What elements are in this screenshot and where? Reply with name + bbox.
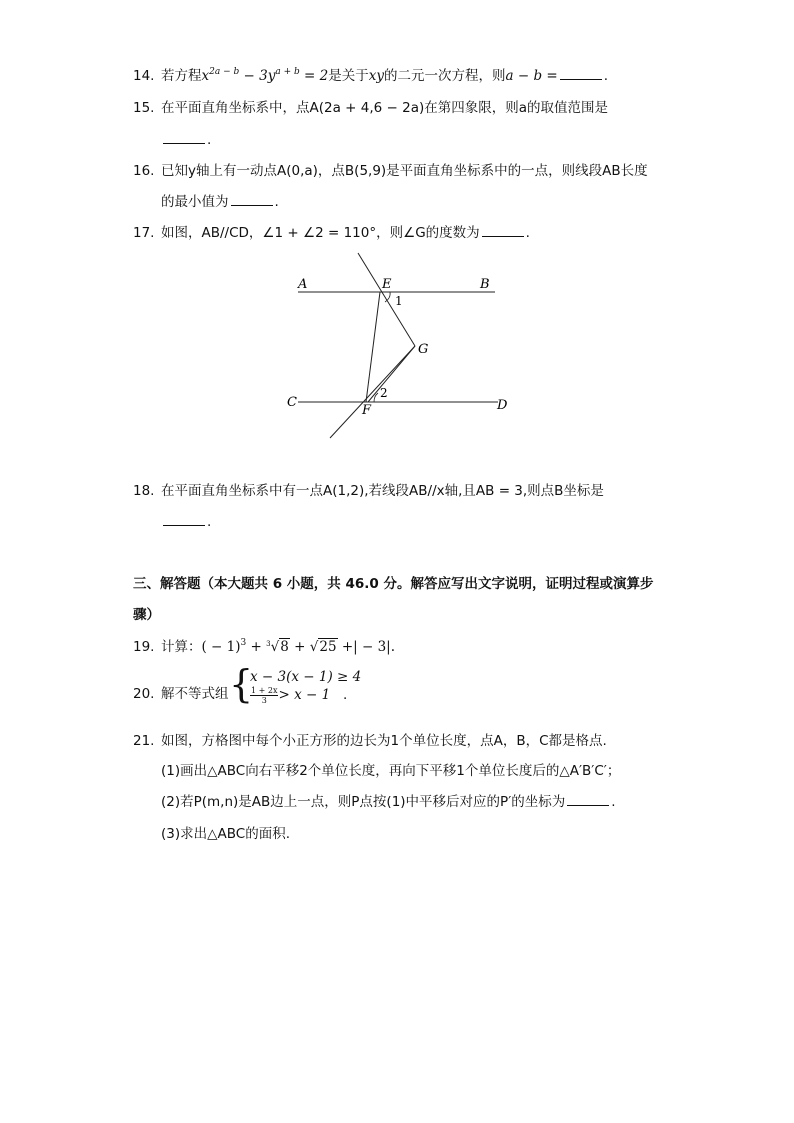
q21-part-2: (2)若P(m,n)是AB边上一点，则P点按(1)中平移后对应的P′的坐标为 bbox=[161, 794, 566, 810]
q16-end: . bbox=[274, 194, 279, 210]
square-root-value: 25 bbox=[319, 639, 337, 655]
answer-blank bbox=[482, 224, 524, 237]
answer-blank bbox=[163, 513, 205, 526]
segment-eg bbox=[358, 253, 415, 346]
q19-prefix: 计算： bbox=[161, 639, 202, 655]
q21-text: 如图，方格图中每个小正方形的边长为1个单位长度，点A，B，C都是格点. bbox=[161, 733, 607, 749]
q14-mid: 的二元一次方程，则 bbox=[384, 68, 506, 84]
question-number: 15. bbox=[133, 100, 155, 116]
q18-text: 在平面直角坐标系中有一点A(1,2),若线段AB//x轴,且AB = 3,则点B坐标是 bbox=[161, 483, 604, 499]
q14-prefix: 若方程 bbox=[161, 68, 202, 84]
label-c: C bbox=[287, 395, 297, 410]
question-number: 20. bbox=[133, 686, 155, 702]
label-angle-1: 1 bbox=[395, 294, 403, 308]
label-angle-2: 2 bbox=[380, 386, 388, 400]
cube-root-value: 8 bbox=[280, 639, 289, 655]
answer-blank bbox=[567, 793, 609, 806]
inequality-2-tail: > x − 1 bbox=[278, 687, 331, 703]
answer-blank bbox=[231, 193, 273, 206]
q15-end: . bbox=[207, 132, 212, 148]
inequality-2 bbox=[250, 686, 330, 705]
inequality-1: x − 3(x − 1) ≥ 4 bbox=[250, 669, 362, 685]
q20-end: . bbox=[343, 687, 348, 703]
q21-part-3: (3)求出△ABC的面积. bbox=[161, 826, 290, 842]
question-number: 18. bbox=[133, 483, 155, 499]
label-d: D bbox=[497, 398, 508, 413]
answer-blank bbox=[163, 131, 205, 144]
q15-text: 在平面直角坐标系中，点A(2a + 4,6 − 2a)在第四象限，则a的取值范围是 bbox=[161, 100, 609, 116]
q19-tail: +| − 3|. bbox=[337, 639, 396, 655]
answer-blank bbox=[560, 67, 602, 80]
q16-text-2: 的最小值为 bbox=[161, 194, 229, 210]
q17-end: . bbox=[525, 225, 530, 241]
q14-end: . bbox=[603, 68, 608, 84]
q17-text: 如图，AB//CD，∠1 + ∠2 = 110°，则∠G的度数为 bbox=[161, 225, 480, 241]
q18-end: . bbox=[207, 514, 212, 530]
q19-exponent: 3 bbox=[240, 638, 247, 648]
fraction bbox=[250, 686, 278, 705]
q14-equation: $x^{2a - b} - 3y^{a + b} = 2$ bbox=[201, 67, 329, 84]
label-f: F bbox=[362, 403, 372, 418]
label-g: G bbox=[418, 342, 429, 357]
q20-prefix: 解不等式组 bbox=[161, 686, 229, 702]
q14-ask: a − b = bbox=[505, 68, 558, 84]
label-e: E bbox=[382, 277, 392, 292]
q19-expr: ( − 1)$^3$ + $^3$√8 + √25 +| − 3|. bbox=[201, 638, 396, 655]
q14-suffix: 是关于 bbox=[328, 68, 369, 84]
fraction-numerator: 1 + 2x bbox=[251, 686, 278, 695]
system-brace: { bbox=[229, 662, 254, 706]
label-a: A bbox=[298, 277, 308, 292]
question-number: 21. bbox=[133, 733, 155, 749]
section-heading-text-2: 骤） bbox=[133, 607, 160, 623]
section-heading-text: 三、解答题（本大题共 6 小题，共 46.0 分。解答应写出文字说明，证明过程或演算步 bbox=[133, 576, 654, 592]
question-number: 14. bbox=[133, 68, 155, 84]
line-gf-extended bbox=[330, 346, 415, 438]
question-number: 16. bbox=[133, 163, 155, 179]
parallel-lines-figure bbox=[287, 250, 520, 445]
question-number: 17. bbox=[133, 225, 155, 241]
question-number: 19. bbox=[133, 639, 155, 655]
q14-xy: xy bbox=[368, 68, 384, 84]
cube-root bbox=[279, 638, 290, 656]
cube-root-index: 3 bbox=[266, 640, 271, 648]
fraction-denominator: 3 bbox=[261, 696, 267, 705]
square-root bbox=[318, 638, 337, 656]
q16-text: 已知y轴上有一动点A(0,a)，点B(5,9)是平面直角坐标系中的一点，则线段AB长度 bbox=[161, 163, 648, 179]
segment-gf bbox=[368, 346, 415, 402]
q19-term-1: ( − 1) bbox=[201, 639, 241, 655]
q21-part-2-end: . bbox=[611, 794, 616, 810]
q21-part-1: (1)画出△ABC向右平移2个单位长度，再向下平移1个单位长度后的△A′B′C′； bbox=[161, 763, 621, 779]
label-b: B bbox=[480, 277, 490, 292]
